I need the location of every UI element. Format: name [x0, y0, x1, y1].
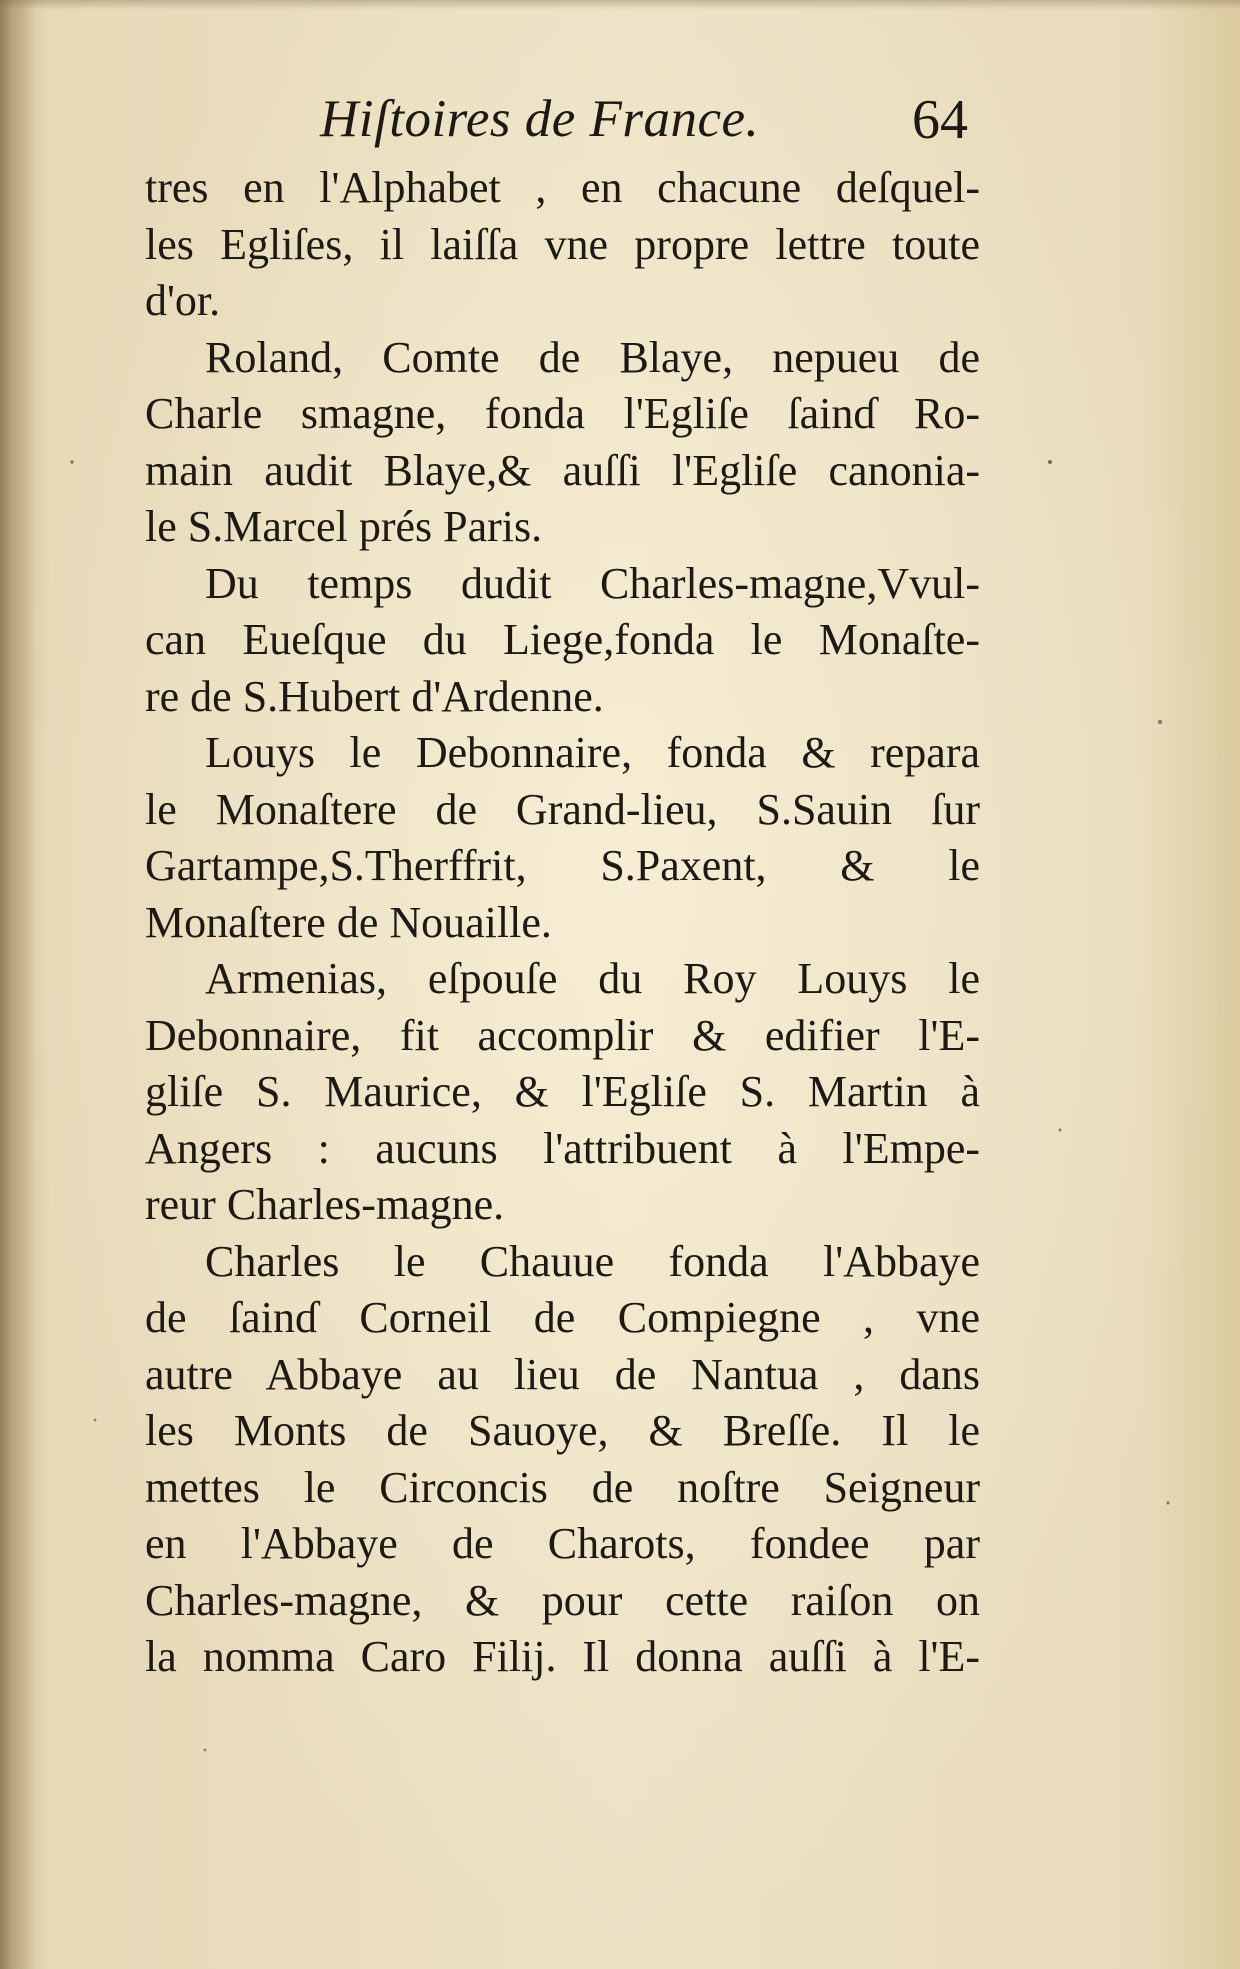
text-line: Du temps dudit Charles-magne,Vvul-	[205, 558, 980, 608]
speck	[1158, 720, 1162, 724]
text-line: Monaſtere de Nouaille.	[145, 897, 552, 947]
body-text	[145, 160, 980, 1686]
speck	[1059, 1129, 1062, 1132]
text-line: Louys le Debonnaire, fonda & repara	[205, 728, 980, 777]
top-edge-shadow	[0, 0, 1240, 10]
text-line: de ſainɗ Corneil de Compiegne , vne	[145, 1293, 980, 1342]
text-line: Debonnaire, fit accomplir & edifier l'E-	[145, 1010, 980, 1060]
text-line: main audit Blaye,& auſſi l'Egliſe canonia-	[145, 445, 980, 495]
text-line: mettes le Circoncis de noſtre Seigneur	[145, 1462, 980, 1512]
text-line: re de S.Hubert d'Ardenne.	[145, 671, 604, 721]
text-line: la nomma Caro Filij. Il donna auſſi à l'E-	[145, 1632, 980, 1681]
text-line: autre Abbaye au lieu de Nantua , dans	[145, 1349, 980, 1399]
text-line: can Eueſque du Liege,fonda le Monaſte-	[145, 615, 980, 664]
text-line: Angers : aucuns l'attribuent à l'Empe-	[145, 1123, 980, 1173]
speck	[204, 1749, 207, 1752]
text-line: d'or.	[145, 276, 221, 325]
text-line: tres en l'Alphabet , en chacune deſquel-	[145, 163, 980, 212]
speck	[1166, 1501, 1169, 1504]
text-line: gliſe S. Maurice, & l'Egliſe S. Martin à	[145, 1067, 980, 1116]
speck	[94, 1419, 97, 1422]
text-line: Roland, Comte de Blaye, nepueu de	[205, 332, 980, 382]
page-number: 64	[912, 89, 968, 151]
text-line: Charles-magne, & pour cette raiſon on	[145, 1575, 980, 1625]
text-line: Charles le Chauue fonda l'Abbaye	[205, 1236, 980, 1286]
text-line: les Egliſes, il laiſſa vne propre lettre toute	[145, 219, 980, 269]
page-header	[150, 84, 1000, 164]
text-line: le Monaſtere de Grand-lieu, S.Sauin ſur	[145, 784, 980, 834]
text-line: Armenias, eſpouſe du Roy Louys le	[205, 954, 980, 1003]
running-title: Hiſtoires de France.	[320, 90, 760, 148]
text-line: reur Charles-magne.	[145, 1180, 505, 1229]
text-line: Gartampe,S.Therffrit, S.Paxent, & le	[145, 841, 980, 890]
page-gutter-shadow	[0, 0, 36, 1969]
text-line: en l'Abbaye de Charots, fondee par	[145, 1519, 980, 1568]
speck	[1048, 460, 1052, 464]
text-line: Charle smagne, fonda l'Egliſe ſainɗ Ro-	[145, 389, 980, 438]
text-line: le S.Marcel prés Paris.	[145, 502, 543, 551]
text-line: les Monts de Sauoye, & Breſſe. Il le	[145, 1406, 980, 1455]
speck	[70, 460, 74, 464]
